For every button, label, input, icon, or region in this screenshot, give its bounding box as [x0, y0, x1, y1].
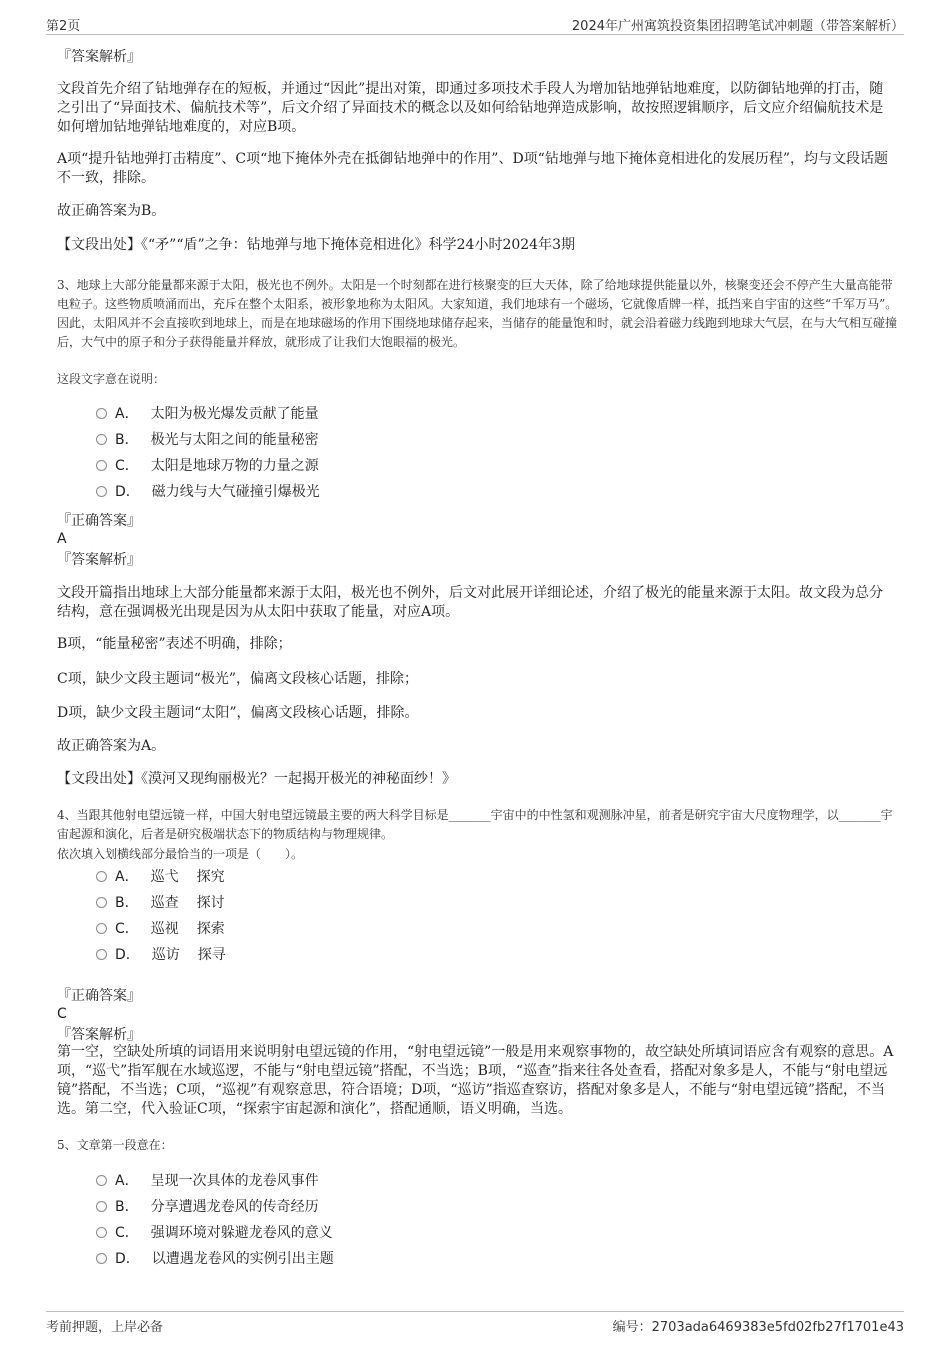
q4-option-a[interactable]: A． 巡弋 探究 — [96, 868, 225, 888]
exclude-text: A项“提升钻地弹打击精度”、C项“地下掩体外壳在抵御钻地弹中的作用”、D项“钻地弹与地下掩体竟相进化的发展历程”，均与文段话题不一致，排除。 — [57, 151, 888, 186]
radio-icon[interactable] — [96, 1253, 107, 1264]
q4-option-c[interactable]: C． 巡视 探索 — [96, 920, 225, 940]
source-text: 【文段出处】《“矛”“盾”之争：钻地弹与地下掩体竞相进化》科学24小时2024年3期 — [57, 237, 575, 253]
exclude-c-text: C项，缺少文段主题词“极光”，偏离文段核心话题，排除； — [57, 671, 419, 687]
question-4-stem: 依次填入划横线部分最恰当的一项是（ ）。 — [57, 847, 304, 861]
radio-icon[interactable] — [96, 923, 107, 934]
document-code: 编号：2703ada6469383e5fd02fb27f1701e43 — [612, 1320, 904, 1335]
answer-value: C — [57, 1006, 67, 1022]
answer-label: 『正确答案』 — [57, 988, 141, 1004]
exclude-b-text: B项，“能量秘密”表述不明确，排除； — [57, 636, 292, 652]
conclusion-text: 故正确答案为B。 — [57, 203, 166, 219]
radio-icon[interactable] — [96, 1201, 107, 1212]
exclude-d-text: D项，缺少文段主题词“太阳”，偏离文段核心话题，排除。 — [57, 705, 419, 721]
analysis-text: 文段首先介绍了钻地弹存在的短板，并通过“因此”提出对策，即通过多项技术手段人为增加钻地弹钻地难度，以防御钻地弹的打击，随之引出了“异面技术、偏航技术等”，后文介绍了异面技术的概念以及如何给钻地弹造成影响，故按照逻辑顺序，后文应介绍偏航技术是如何增加钻地弹钻地难度的，对应B项。 — [57, 81, 884, 135]
radio-icon[interactable] — [96, 460, 107, 471]
q3-option-b[interactable]: B． 极光与太阳之间的能量秘密 — [96, 431, 319, 451]
analysis-label: 『答案解析』 — [57, 1027, 141, 1043]
q3-option-a[interactable]: A． 太阳为极光爆发贡献了能量 — [96, 405, 319, 425]
q5-option-a[interactable]: A． 呈现一次具体的龙卷风事件 — [96, 1172, 319, 1192]
radio-icon[interactable] — [96, 871, 107, 882]
q5-option-c[interactable]: C． 强调环境对躲避龙卷风的意义 — [96, 1224, 333, 1244]
source-text: 【文段出处】《漠河又现绚丽极光？一起揭开极光的神秘面纱！》 — [57, 771, 456, 787]
radio-icon[interactable] — [96, 434, 107, 445]
radio-icon[interactable] — [96, 1175, 107, 1186]
q5-option-d[interactable]: D． 以遭遇龙卷风的实例引出主题 — [96, 1250, 334, 1270]
question-3-stem: 这段文字意在说明： — [57, 372, 166, 386]
q4-option-b[interactable]: B． 巡查 探讨 — [96, 894, 225, 914]
conclusion-text: 故正确答案为A。 — [57, 738, 166, 754]
analysis-label: 『答案解析』 — [57, 552, 141, 568]
analysis-text: 第一空，空缺处所填的词语用来说明射电望远镜的作用，“射电望远镜”一般是用来观察事物的，故空缺处所填词语应含有观察的意思。A项，“巡弋”指军舰在水域巡逻，不能与“射电望远镜”搭配，不当选；B项，“巡查”指来往各处查看，搭配对象多是人，不能与“射电望远镜”搭配，不当选；C项，“巡视”有观察意思，符合语境；D项，“巡访”指巡查察访，搭配对象多是人，不能与“射电望远镜”搭配，不当选。第二空，代入验证C项，“探索宇宙起源和演化”，搭配通顺，语义明确，当选。 — [57, 1044, 894, 1117]
page-number: 第2页 — [46, 19, 81, 34]
radio-icon[interactable] — [96, 1227, 107, 1238]
q4-option-d[interactable]: D． 巡访 探寻 — [96, 946, 226, 966]
analysis-text: 文段开篇指出地球上大部分能量都来源于太阳，极光也不例外，后文对此展开详细论述，介绍了极光的能量来源于太阳。故文段为总分结构，意在强调极光出现是因为从太阳中获取了能量，对应A项。 — [57, 585, 883, 620]
page-header — [46, 12, 904, 35]
radio-icon[interactable] — [96, 486, 107, 497]
answer-label: 『正确答案』 — [57, 513, 141, 529]
document-title: 2024年广州寓筑投资集团招聘笔试冲刺题（带答案解析） — [571, 19, 904, 34]
question-5-stem: 5、文章第一段意在： — [57, 1138, 173, 1152]
question-3-passage: 3、地球上大部分能量都来源于太阳，极光也不例外。太阳是一个时刻都在进行核聚变的巨大天体，除了给地球提供能量以外，核聚变还会不停产生大量高能带电粒子。这些物质喷涌而出，充斥在整个太阳系，被形象地称为太阳风。大家知道，我们地球有一个磁场，它就像盾牌一样，抵挡来自宇宙的这些“千军万马”。因此，太阳风并不会直接吹到地球上，而是在地球磁场的作用下围绕地球储存起来，当储存的能量饱和时，就会沿着磁力线跑到地球大气层，在与大气相互碰撞后，大气中的原子和分子获得能量并释放，就形成了让我们大饱眼福的极光。 — [57, 278, 898, 349]
q3-option-d[interactable]: D． 磁力线与大气碰撞引爆极光 — [96, 483, 320, 503]
analysis-label: 『答案解析』 — [57, 49, 141, 65]
page-footer — [46, 1311, 904, 1334]
answer-value: A — [57, 531, 67, 547]
radio-icon[interactable] — [96, 408, 107, 419]
question-4-passage: 4、当跟其他射电望远镜一样，中国大射电望远镜最主要的两大科学目标是_______宇宙中的中性氢和观测脉冲星，前者是研究宇宙大尺度物理学，以_______宇宙起源和演化，后者是研究极端状态下的物质结构与物理规律。 — [57, 808, 893, 841]
footer-slogan: 考前押题，上岸必备 — [46, 1320, 164, 1335]
q5-option-b[interactable]: B． 分享遭遇龙卷风的传奇经历 — [96, 1198, 319, 1218]
q3-option-c[interactable]: C． 太阳是地球万物的力量之源 — [96, 457, 319, 477]
radio-icon[interactable] — [96, 949, 107, 960]
radio-icon[interactable] — [96, 897, 107, 908]
